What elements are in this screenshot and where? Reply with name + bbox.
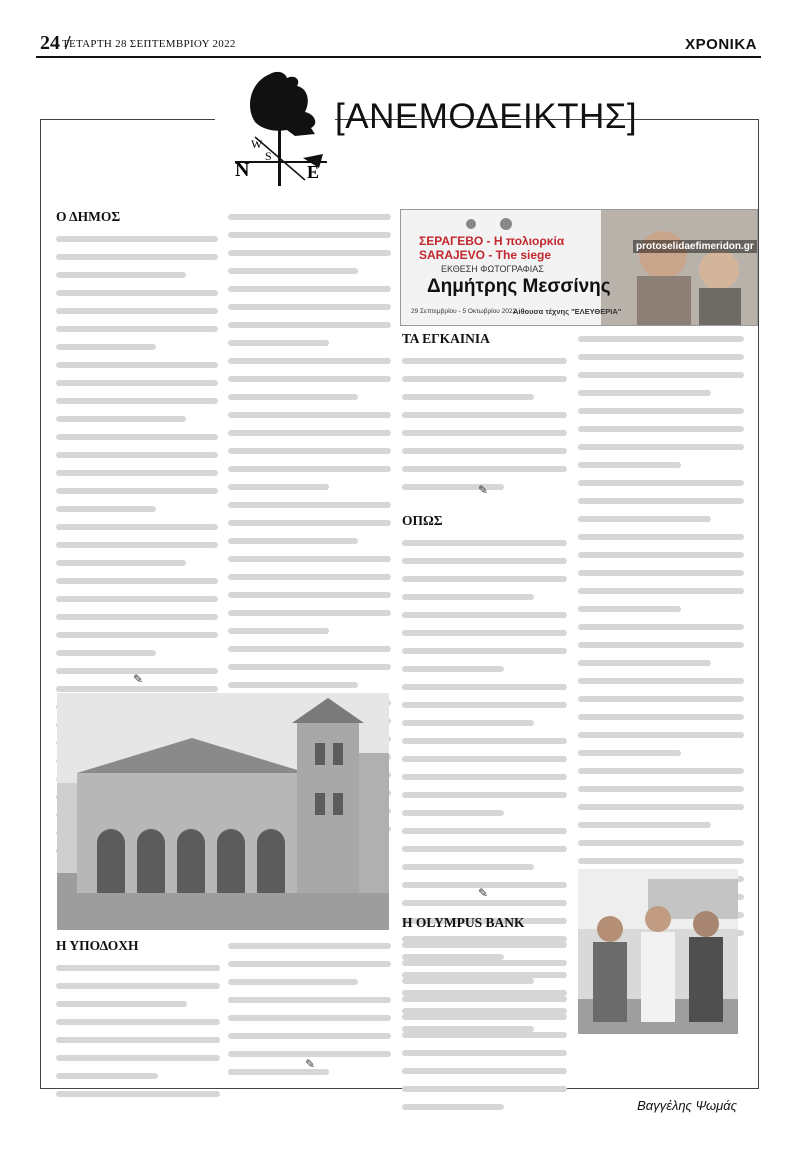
- poster-footer-right: Αίθουσα τέχνης "ΕΛΕΥΘΕΡΙΑ": [513, 307, 622, 316]
- section-name: ΧΡΟΝΙΚΑ: [685, 36, 757, 53]
- compass-letter-n: N: [235, 159, 250, 181]
- monastery-photo: [57, 693, 389, 930]
- compass-letter-s: S: [265, 149, 272, 163]
- pen-nib-icon: ✎: [478, 483, 489, 497]
- poster-line3: ΕΚΘΕΣΗ ΦΩΤΟΓΡΑΦΙΑΣ: [441, 264, 544, 274]
- article-ypodoxi: [56, 937, 220, 1109]
- weathervane-icon: [215, 62, 335, 192]
- article-dimos-lead: Ο ΔΗΜΟΣ: [56, 209, 121, 224]
- article-opos-lead: ΟΠΩΣ: [402, 513, 443, 528]
- article-ypodoxi-lead: Η ΥΠΟΔΟΧΗ: [56, 938, 139, 953]
- article-egkainia: [402, 330, 567, 502]
- column-title: [ΑΝΕΜΟΔΕΙΚΤΗΣ]: [335, 97, 638, 136]
- pen-nib-icon: ✎: [478, 886, 489, 900]
- poster-name: Δημήτρης Μεσσίνης: [427, 276, 611, 297]
- exhibition-poster: [400, 209, 758, 326]
- article-olympus-lead: Η OLYMPUS BANK: [402, 915, 525, 930]
- page-number: 24 /: [40, 32, 71, 54]
- watermark: protoselidaefimeridon.gr: [633, 240, 757, 253]
- article-olympus: [402, 914, 567, 1122]
- compass-letter-w: W: [251, 137, 263, 151]
- poster-footer-left: 29 Σεπτεμβρίου - 5 Οκτωβρίου 2022: [411, 308, 517, 315]
- pen-nib-icon: ✎: [133, 672, 144, 686]
- header-rule: [36, 56, 761, 58]
- poster-line1: ΣΕΡΑΓΕΒΟ - Η πολιορκία: [419, 234, 565, 248]
- issue-date: ΤΕΤΑΡΤΗ 28 ΣΕΠΤΕΜΒΡΙΟΥ 2022: [62, 38, 236, 50]
- article-egkainia-lead: ΤΑ ΕΓΚΑΙΝΙΑ: [402, 331, 490, 346]
- poster-line2: SARAJEVO - The siege: [419, 248, 552, 262]
- compass-letter-e: E: [307, 162, 320, 182]
- pen-nib-icon: ✎: [305, 1057, 316, 1071]
- olympus-bank-photo: [578, 869, 738, 1034]
- author-signature: Βαγγέλης Ψωμάς: [637, 1098, 737, 1113]
